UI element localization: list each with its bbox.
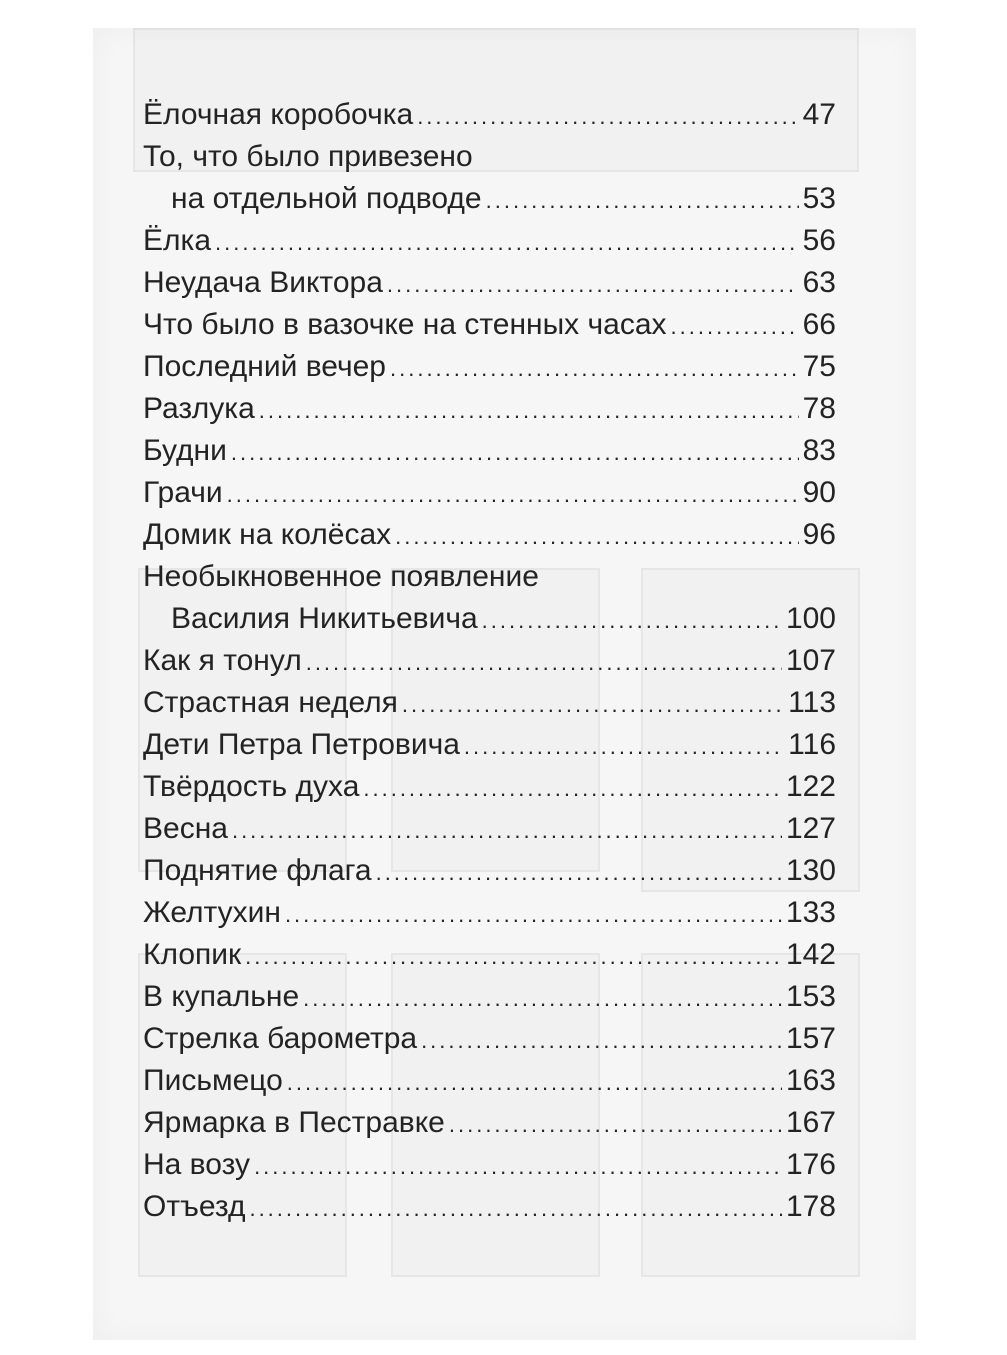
toc-entry-page: 116 <box>788 728 836 761</box>
toc-entry <box>143 136 836 178</box>
toc-entry-page: 133 <box>785 896 836 929</box>
dot-leader <box>254 1146 782 1188</box>
dot-leader <box>402 684 784 726</box>
toc-entry-page: 83 <box>802 434 836 467</box>
toc-entry-page: 122 <box>785 770 836 803</box>
toc-entry-title: на отдельной подводе <box>171 182 482 215</box>
dot-leader <box>259 390 799 432</box>
dot-leader <box>249 1188 781 1230</box>
dot-leader <box>387 264 799 306</box>
toc-entry <box>143 598 836 640</box>
dot-leader <box>215 222 799 264</box>
toc-entry-page: 107 <box>785 644 836 677</box>
toc-entry <box>143 514 836 556</box>
toc-entry <box>143 1144 836 1186</box>
toc-entry-page: 178 <box>785 1190 836 1223</box>
dot-leader <box>395 516 798 558</box>
toc-entry-title: Василия Никитьевича <box>171 602 478 635</box>
toc-entry-page: 47 <box>802 98 836 131</box>
toc-entry-title: Неудача Виктора <box>143 266 383 299</box>
toc-entry-title: Ёлка <box>143 224 211 257</box>
toc-entry-title: Поднятие флага <box>143 854 372 887</box>
dot-leader <box>232 810 782 852</box>
toc-entry-page: 163 <box>785 1064 836 1097</box>
toc-entry-title: Будни <box>143 434 227 467</box>
toc-entry <box>143 220 836 262</box>
dot-leader <box>306 642 782 684</box>
toc-entry-title: Стрелка барометра <box>143 1022 418 1055</box>
toc-entry-title: Последний вечер <box>143 350 386 383</box>
toc-entry-page: 176 <box>785 1148 836 1181</box>
toc-entry-page: 157 <box>785 1022 836 1055</box>
toc-entry-title: Отъезд <box>143 1190 246 1223</box>
toc-entry-page: 153 <box>785 980 836 1013</box>
toc-entry-page: 56 <box>802 224 836 257</box>
dot-leader <box>287 1062 782 1104</box>
dot-leader <box>417 96 798 138</box>
toc-entry-title: Как я тонул <box>143 644 302 677</box>
toc-entry <box>143 346 836 388</box>
toc-entry-title: Желтухин <box>143 896 281 929</box>
toc-entry-page: 90 <box>802 476 836 509</box>
toc-entry-title: Ёлочная коробочка <box>143 98 414 131</box>
toc-entry <box>143 850 836 892</box>
toc-entry-title: Необыкновенное появление <box>143 560 539 593</box>
dot-leader <box>227 474 799 516</box>
toc-entry-page: 75 <box>802 350 836 383</box>
toc-entry <box>143 934 836 976</box>
toc-entry <box>143 472 836 514</box>
toc-entry <box>143 808 836 850</box>
dot-leader <box>245 936 782 978</box>
toc-entry-page: 53 <box>802 182 836 215</box>
dot-leader <box>464 726 784 768</box>
toc-entry <box>143 640 836 682</box>
toc-entry <box>143 682 836 724</box>
toc-entry <box>143 304 836 346</box>
toc-entry-page: 142 <box>785 938 836 971</box>
toc-entry <box>143 766 836 808</box>
toc-entry-title: На возу <box>143 1148 251 1181</box>
dot-leader <box>482 600 782 642</box>
toc-entry-title: Клопик <box>143 938 242 971</box>
toc-entry-title: Грачи <box>143 476 223 509</box>
toc-entry-page: 167 <box>785 1106 836 1139</box>
toc-entry <box>143 1018 836 1060</box>
toc-entry-title: Весна <box>143 812 228 845</box>
toc-entry <box>143 1102 836 1144</box>
toc-entry-page: 63 <box>802 266 836 299</box>
dot-leader <box>303 978 782 1020</box>
toc-entry-page: 66 <box>802 308 836 341</box>
toc-entry-page: 100 <box>785 602 836 635</box>
toc-entry <box>143 1060 836 1102</box>
toc-entry-title: Твёрдость духа <box>143 770 360 803</box>
dot-leader <box>285 894 782 936</box>
toc-entry-page: 78 <box>802 392 836 425</box>
toc-entry <box>143 976 836 1018</box>
toc-entry-title: Письмецо <box>143 1064 283 1097</box>
toc-entry-title: Домик на колёсах <box>143 518 392 551</box>
toc-entry <box>143 94 836 136</box>
toc-entry <box>143 556 836 598</box>
toc-entry-page: 127 <box>785 812 836 845</box>
dot-leader <box>231 432 799 474</box>
toc-entry <box>143 724 836 766</box>
toc-entry-title: То, что было привезено <box>143 140 473 173</box>
toc-entry-title: Что было в вазочке на стенных часах <box>143 308 667 341</box>
toc-entry-title: Страстная неделя <box>143 686 398 719</box>
book-page <box>93 28 916 1340</box>
table-of-contents <box>143 94 836 1228</box>
toc-entry <box>143 892 836 934</box>
dot-leader <box>486 180 799 222</box>
toc-entry-title: В купальне <box>143 980 300 1013</box>
toc-entry-page: 113 <box>788 686 836 719</box>
dot-leader <box>376 852 782 894</box>
dot-leader <box>390 348 799 390</box>
dot-leader <box>421 1020 782 1062</box>
toc-entry-page: 96 <box>802 518 836 551</box>
toc-entry-page: 130 <box>785 854 836 887</box>
dot-leader <box>449 1104 782 1146</box>
dot-leader <box>671 306 799 348</box>
toc-entry-title: Дети Петра Петровича <box>143 728 460 761</box>
toc-entry <box>143 262 836 304</box>
toc-entry <box>143 178 836 220</box>
toc-entry-title: Ярмарка в Пестравке <box>143 1106 445 1139</box>
dot-leader <box>363 768 782 810</box>
toc-entry <box>143 1186 836 1228</box>
toc-entry-title: Разлука <box>143 392 255 425</box>
toc-entry <box>143 430 836 472</box>
toc-entry <box>143 388 836 430</box>
